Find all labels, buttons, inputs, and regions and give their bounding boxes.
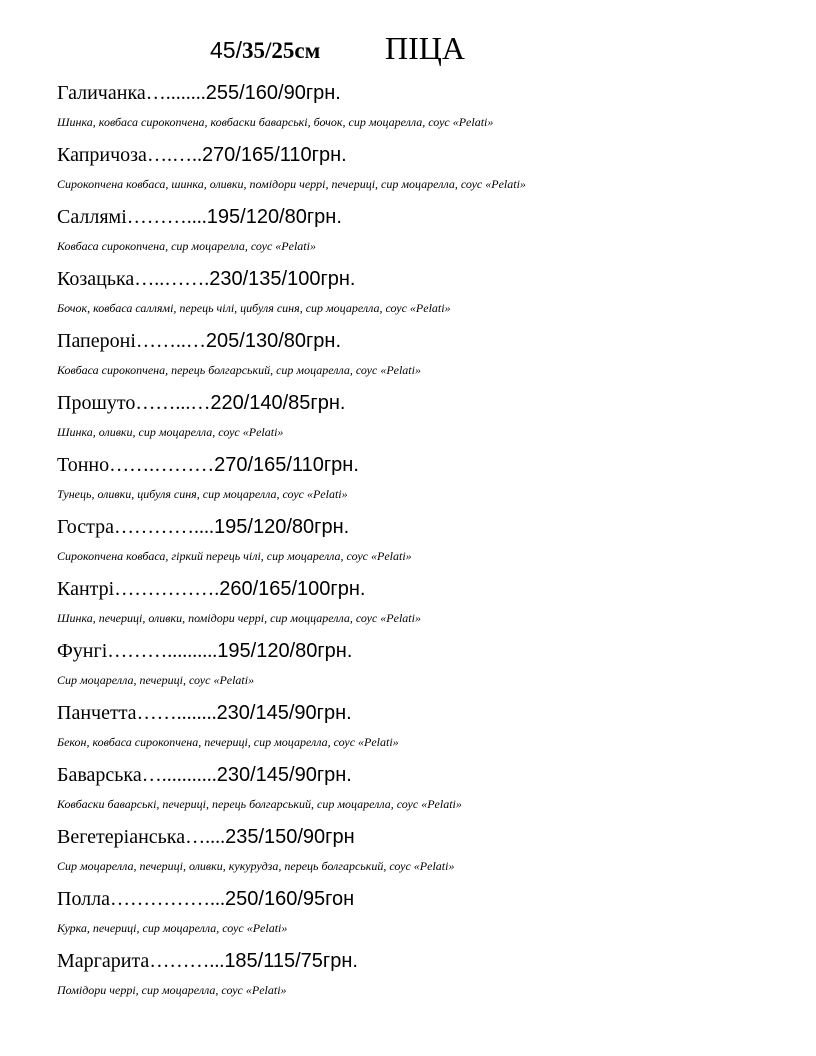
pizza-name: Панчетта [57, 702, 137, 724]
pizza-price: 270/165/110грн. [214, 454, 359, 476]
pizza-ingredients: Шинка, печериці, оливки, помідори черрі, сир моццарелла, соус «Pelati» [57, 611, 421, 625]
dot-leader: ……………. [114, 578, 220, 600]
pizza-price: 260/165/100грн. [219, 578, 366, 600]
pizza-name: Баварська [57, 764, 142, 786]
pizza-ingredients: Помідори черрі, сир моцарелла, соус «Pelati» [57, 983, 287, 997]
pizza-ingredients: Сирокопчена ковбаса, шинка, оливки, помідори черрі, печериці, сир моцарелла, соус «Pelati» [57, 177, 526, 191]
menu-item [57, 946, 797, 1008]
pizza-ingredients: Бочок, ковбаса саллямі, перець чілі, цибуля синя, сир моцарелла, соус «Pelati» [57, 301, 451, 315]
dot-leader: …........... [141, 764, 217, 786]
pizza-price: 270/165/110грн. [201, 144, 347, 166]
pizza-name: Саллямі [57, 206, 127, 228]
menu-item [57, 326, 797, 388]
pizza-name: Папероні [57, 330, 136, 352]
pizza-price: 205/130/80грн. [205, 330, 342, 352]
pizza-ingredients: Шинка, ковбаса сирокопчена, ковбаски баварські, бочок, сир моцарелла, соус «Pelati» [57, 115, 494, 129]
pizza-sizes [210, 36, 320, 65]
pizza-price: 230/145/90грн. [216, 702, 352, 724]
pizza-price: 230/145/90грн. [216, 764, 352, 786]
dot-leader: ……………... [110, 888, 226, 910]
menu-item-line [57, 266, 356, 292]
menu-item-line [57, 948, 358, 974]
pizza-ingredients: Сир моцарелла, печериці, оливки, кукурудза, перець болгарський, соус «Pelati» [57, 859, 455, 873]
pizza-price: 185/115/75грн. [224, 950, 358, 972]
pizza-name: Прошуто [57, 392, 136, 414]
pizza-price: 230/135/100грн. [209, 268, 356, 290]
pizza-ingredients: Тунець, оливки, цибуля синя, сир моцарелла, соус «Pelati» [57, 487, 348, 501]
menu-item [57, 512, 797, 574]
dot-leader: ………….... [114, 516, 215, 538]
menu-item-line [57, 328, 341, 354]
menu-item [57, 202, 797, 264]
menu-item [57, 574, 797, 636]
pizza-size-others: 35/25см [241, 38, 321, 63]
dot-leader: ……...… [135, 392, 211, 414]
dot-leader: ……….... [126, 206, 207, 228]
pizza-name: Полла [57, 888, 111, 910]
page-title: ПІЦА [385, 30, 465, 66]
pizza-price: 195/120/80грн. [206, 206, 342, 228]
pizza-ingredients: Бекон, ковбаса сирокопчена, печериці, сир моцарелла, соус «Pelati» [57, 735, 399, 749]
pizza-price: 195/120/80грн. [217, 640, 353, 662]
pizza-price: 195/120/80грн. [214, 516, 350, 538]
dot-leader: …........ [145, 82, 206, 104]
pizza-size-large: 45/ [210, 37, 242, 63]
dot-leader: …….……… [109, 454, 215, 476]
pizza-name: Тонно [57, 454, 110, 476]
pizza-menu-list [57, 78, 797, 1008]
dot-leader: ……….......... [107, 640, 218, 662]
menu-item-line [57, 390, 345, 416]
pizza-name: Козацька [57, 268, 135, 290]
menu-item [57, 636, 797, 698]
menu-item-line [57, 824, 355, 850]
menu-item-line [57, 514, 349, 540]
menu-item [57, 264, 797, 326]
menu-item-line [57, 142, 347, 168]
menu-item-line [57, 638, 352, 664]
pizza-name: Галичанка [57, 82, 146, 104]
menu-item-line [57, 700, 352, 726]
menu-item-line [57, 762, 352, 788]
dot-leader: ….... [185, 826, 226, 848]
pizza-name: Гостра [57, 516, 115, 538]
menu-item-line [57, 886, 354, 912]
pizza-price: 220/140/85грн. [210, 392, 346, 414]
pizza-price: 235/150/90грн [225, 826, 355, 848]
menu-item [57, 388, 797, 450]
pizza-name: Капричоза [57, 144, 147, 166]
pizza-name: Вегетеріанська [57, 826, 186, 848]
menu-item [57, 884, 797, 946]
pizza-ingredients: Ковбаса сирокопчена, перець болгарський, сир моцарелла, соус «Pelati» [57, 363, 421, 377]
pizza-ingredients: Сирокопчена ковбаса, гіркий перець чілі, сир моцарелла, соус «Pelati» [57, 549, 412, 563]
menu-item-line [57, 204, 342, 230]
pizza-ingredients: Курка, печериці, сир моцарелла, соус «Pelati» [57, 921, 288, 935]
menu-item-line [57, 452, 359, 478]
dot-leader: ……..… [135, 330, 206, 352]
menu-item-line [57, 576, 365, 602]
pizza-name: Кантрі [57, 578, 115, 600]
dot-leader: ………... [149, 950, 225, 972]
menu-item [57, 760, 797, 822]
pizza-name: Маргарита [57, 950, 150, 972]
pizza-ingredients: Ковбаски баварські, печериці, перець болгарський, сир моцарелла, соус «Pelati» [57, 797, 462, 811]
menu-item-line [57, 80, 341, 106]
menu-item [57, 698, 797, 760]
pizza-price: 250/160/95гон [225, 888, 355, 910]
pizza-ingredients: Ковбаса сирокопчена, сир моцарелла, соус «Pelati» [57, 239, 316, 253]
dot-leader: ……........ [136, 702, 217, 724]
pizza-ingredients: Шинка, оливки, сир моцарелла, соус «Pelati» [57, 425, 284, 439]
menu-item [57, 822, 797, 884]
pizza-price: 255/160/90грн. [205, 82, 341, 104]
menu-header [0, 30, 816, 70]
pizza-ingredients: Сир моцарелла, печериці, соус «Pelati» [57, 673, 255, 687]
menu-item [57, 78, 797, 140]
menu-item [57, 450, 797, 512]
dot-leader: …..……. [134, 268, 210, 290]
menu-item [57, 140, 797, 202]
dot-leader: ….….. [146, 144, 202, 166]
pizza-name: Фунгі [57, 640, 108, 662]
